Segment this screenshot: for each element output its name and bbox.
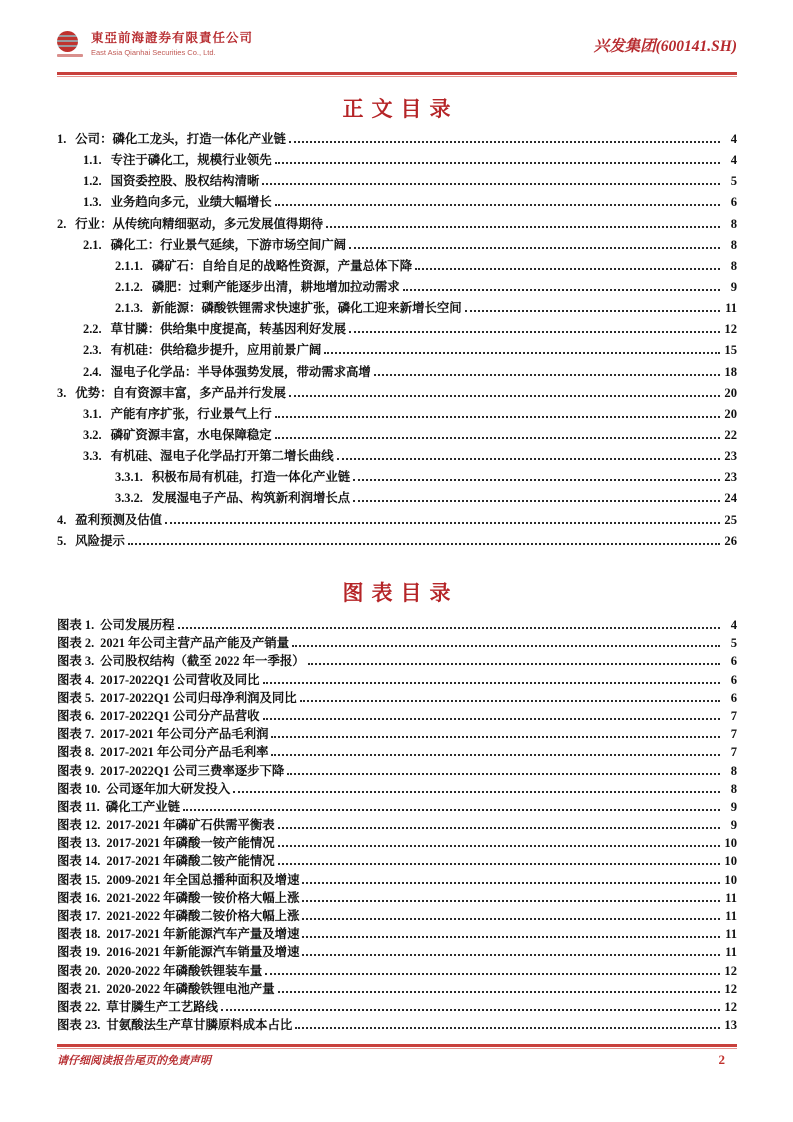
figure-entry-label: 2017-2021 年公司分产品毛利率 (100, 745, 269, 760)
figure-entry-page: 7 (730, 727, 737, 742)
figure-entry[interactable] (57, 1015, 737, 1033)
figure-entry-page: 12 (724, 981, 737, 996)
figure-entry-page: 6 (730, 690, 737, 705)
toc-entry-page: 8 (730, 258, 737, 273)
figure-entry-page: 10 (724, 854, 737, 869)
toc-entry-label: 积极布局有机硅，打造一体化产业链 (151, 470, 351, 485)
dotted-leader (302, 882, 720, 884)
figure-entry-number: 图表 17. (57, 909, 101, 923)
figure-entry-label: 2016-2021 年新能源汽车销量及增速 (106, 945, 300, 960)
dotted-leader (302, 936, 720, 938)
figure-entry-page: 9 (730, 799, 737, 814)
toc-entry-label: 公司：磷化工龙头，打造一体化产业链 (75, 132, 286, 146)
toc-entry[interactable] (57, 531, 737, 552)
toc-entry-label: 湿电子化学品：半导体强势发展，带动需求高增 (110, 364, 371, 379)
figure-entry-number: 图表 22. (57, 999, 101, 1014)
figure-entry-number: 图表 3. (57, 654, 95, 669)
dotted-leader (262, 183, 720, 185)
toc-entry-page: 12 (724, 322, 737, 337)
toc-entry[interactable] (57, 467, 737, 488)
figure-entry-page: 11 (725, 945, 737, 960)
figure-entry-page: 6 (730, 654, 737, 669)
figure-entry[interactable] (57, 706, 737, 724)
figure-entry-number: 图表 12. (57, 818, 101, 833)
figure-entry-label: 2021-2022 年磷酸一铵价格大幅上涨 (106, 890, 300, 905)
page-footer (57, 1044, 737, 1068)
dotted-leader (353, 479, 720, 481)
dotted-leader (465, 310, 720, 312)
dotted-leader (300, 700, 720, 702)
figure-entry-page: 13 (724, 1018, 737, 1033)
dotted-leader (278, 845, 720, 847)
toc-entry-label: 优势：自有资源丰富，多产品并行发展 (75, 385, 286, 400)
toc-entry-label: 有机硅、湿电子化学品打开第二增长曲线 (110, 449, 334, 464)
figure-entry-number: 图表 10. (57, 781, 101, 796)
company-name-cn: 東亞前海證券有限責任公司 (91, 31, 254, 45)
figure-entry-label: 2017-2021 年公司分产品毛利润 (100, 727, 269, 742)
dotted-leader (324, 352, 720, 354)
toc-entry-number: 2.2. (83, 322, 102, 337)
figure-entry-label: 公司发展历程 (100, 618, 175, 632)
figure-entry-page: 10 (724, 872, 737, 887)
figure-entry-page: 8 (730, 781, 737, 796)
figure-entry-label: 公司股权结构（截至 2022 年一季报） (100, 654, 305, 669)
figure-entry-page: 11 (725, 927, 737, 942)
toc-entry[interactable] (57, 446, 737, 467)
toc-entry-label: 行业：从传统向精细驱动，多元发展值得期待 (75, 216, 324, 231)
figure-entry-page: 9 (730, 818, 737, 833)
toc-entry-number: 4. (57, 512, 67, 527)
dotted-leader (271, 754, 720, 756)
figure-entry-number: 图表 6. (57, 708, 95, 723)
dotted-leader (263, 718, 720, 720)
figure-entry-number: 图表 23. (57, 1018, 101, 1033)
dotted-leader (128, 543, 720, 545)
figure-entry[interactable] (57, 942, 737, 960)
toc-list (57, 129, 737, 552)
toc-entry-page: 23 (724, 470, 737, 485)
figure-entry-label: 2021 年公司主营产品产能及产销量 (100, 636, 290, 651)
figure-entry-page: 11 (725, 890, 737, 905)
figure-entry[interactable] (57, 724, 737, 742)
toc-entry[interactable] (57, 340, 737, 361)
toc-entry[interactable] (57, 488, 737, 509)
toc-entry-number: 1.3. (83, 195, 102, 210)
toc-entry-page: 11 (725, 301, 737, 316)
figure-entry-label: 2017-2021 年磷矿石供需平衡表 (106, 818, 275, 833)
figure-entry-label: 2017-2022Q1 公司分产品营收 (100, 708, 260, 723)
figures-list (57, 615, 737, 1033)
toc-entry[interactable] (57, 510, 737, 531)
toc-entry-number: 3.1. (83, 406, 102, 421)
dotted-leader (337, 458, 720, 460)
toc-entry-label: 盈利预测及估值 (75, 512, 163, 527)
toc-entry[interactable] (57, 298, 737, 319)
dotted-leader (287, 773, 720, 775)
toc-entry-page: 8 (730, 216, 737, 231)
dotted-leader (278, 863, 720, 865)
figure-entry-number: 图表 9. (57, 763, 95, 778)
dotted-leader (165, 522, 720, 524)
toc-entry-number: 2.1. (83, 237, 102, 252)
dotted-leader (326, 226, 720, 228)
company-logo-icon (57, 31, 83, 57)
dotted-leader (271, 736, 720, 738)
dotted-leader (302, 918, 720, 920)
brand-names (91, 31, 253, 57)
dotted-leader (308, 663, 720, 665)
toc-entry-label: 国资委控股、股权结构清晰 (110, 174, 260, 189)
figure-entry-page: 5 (730, 636, 737, 651)
toc-entry-label: 风险提示 (75, 533, 125, 548)
figure-entry-number: 图表 11. (57, 799, 100, 814)
dotted-leader (403, 289, 720, 291)
figure-entry-label: 公司逐年加大研发投入 (106, 781, 231, 796)
figure-entry-label: 2017-2022Q1 公司归母净利润及同比 (100, 690, 297, 705)
dotted-leader (275, 437, 720, 439)
figure-entry[interactable] (57, 651, 737, 669)
figure-entry[interactable] (57, 779, 737, 797)
footer-row (57, 1052, 737, 1068)
toc-entry-page: 24 (724, 491, 737, 506)
logo-caption (57, 54, 83, 57)
dotted-leader (233, 791, 720, 793)
figure-entry[interactable] (57, 833, 737, 851)
toc-entry[interactable] (57, 425, 737, 446)
figure-entry[interactable] (57, 742, 737, 760)
toc-entry-number: 1.1. (83, 153, 102, 168)
dotted-leader (278, 827, 720, 829)
toc-title: 正文目录 (342, 97, 459, 121)
dotted-leader (374, 374, 720, 376)
figure-entry-label: 2021-2022 年磷酸二铵价格大幅上涨 (106, 909, 300, 923)
toc-entry-number: 1.2. (83, 174, 102, 189)
toc-entry-number: 2.1.2. (115, 279, 143, 294)
toc-entry[interactable] (57, 319, 737, 340)
toc-entry[interactable] (57, 362, 737, 383)
toc-entry-number: 3.2. (83, 427, 102, 442)
figure-entry-number: 图表 16. (57, 890, 101, 905)
figure-entry-number: 图表 5. (57, 690, 95, 705)
dotted-leader (415, 268, 720, 270)
dotted-leader (275, 416, 720, 418)
toc-entry-page: 18 (724, 364, 737, 379)
toc-entry-page: 26 (724, 533, 737, 548)
figure-entry-page: 11 (725, 909, 737, 923)
toc-entry[interactable] (57, 404, 737, 425)
figure-entry-page: 6 (730, 672, 737, 687)
toc-entry-page: 4 (730, 153, 737, 168)
toc-entry-label: 磷矿石：自给自足的战略性资源，产量总体下降 (151, 258, 413, 273)
page-number: 2 (718, 1051, 725, 1067)
toc-entry-number: 3.3. (83, 449, 102, 464)
dotted-leader (221, 1009, 720, 1011)
figures-title: 图表目录 (342, 581, 459, 605)
dotted-leader (295, 1027, 720, 1029)
toc-entry-label: 产能有序扩张，行业景气上行 (110, 406, 272, 421)
toc-entry[interactable] (57, 383, 737, 404)
toc-entry-page: 20 (724, 385, 737, 400)
brand (57, 31, 253, 57)
figure-entry[interactable] (57, 997, 737, 1015)
figure-entry[interactable] (57, 906, 737, 924)
figure-entry-label: 2017-2021 年磷酸二铵产能情况 (106, 854, 275, 869)
figure-entry[interactable] (57, 851, 737, 869)
dotted-leader (263, 682, 720, 684)
dotted-leader (183, 809, 720, 811)
toc-entry-number: 3.3.2. (115, 491, 143, 506)
toc-entry[interactable] (57, 214, 737, 235)
dotted-leader (278, 991, 720, 993)
disclaimer-text: 请仔细阅读报告尾页的免责声明 (57, 1054, 211, 1067)
toc-entry-page: 15 (724, 343, 737, 358)
toc-entry-number: 5. (57, 533, 67, 548)
toc-entry-page: 5 (730, 174, 737, 189)
figure-entry-page: 10 (724, 836, 737, 851)
figure-entry[interactable] (57, 888, 737, 906)
figure-entry-label: 2009-2021 年全国总播种面积及增速 (106, 872, 300, 887)
figure-entry-number: 图表 15. (57, 872, 101, 887)
toc-entry-label: 磷化工：行业景气延续，下游市场空间广阔 (110, 237, 347, 252)
figure-entry[interactable] (57, 615, 737, 633)
footer-rule (57, 1044, 737, 1047)
figure-entry-number: 图表 19. (57, 945, 101, 960)
figure-entry-label: 甘氨酸法生产草甘膦原料成本占比 (106, 1018, 293, 1033)
figure-entry-number: 图表 14. (57, 854, 101, 869)
dotted-leader (302, 900, 720, 902)
toc-entry-page: 23 (724, 449, 737, 464)
toc-entry[interactable] (57, 150, 737, 171)
dotted-leader (289, 141, 720, 143)
toc-entry-page: 4 (730, 132, 737, 146)
figure-entry-page: 12 (724, 999, 737, 1014)
figure-entry[interactable] (57, 797, 737, 815)
figure-entry-label: 2017-2021 年新能源汽车产量及增速 (106, 927, 300, 942)
toc-entry-label: 发展湿电子产品、构筑新利润增长点 (151, 491, 351, 506)
figure-entry[interactable] (57, 870, 737, 888)
figure-entry-label: 磷化工产业链 (105, 799, 181, 814)
figure-entry[interactable] (57, 761, 737, 779)
dotted-leader (302, 954, 720, 956)
figure-entry-page: 4 (730, 618, 737, 632)
dotted-leader (349, 247, 720, 249)
figure-entry-label: 2017-2022Q1 公司营收及同比 (100, 672, 260, 687)
toc-entry-page: 22 (724, 427, 737, 442)
toc-entry-label: 草甘膦：供给集中度提高，转基因利好发展 (110, 322, 347, 337)
toc-entry-label: 磷矿资源丰富，水电保障稳定 (110, 427, 272, 442)
toc-entry-label: 磷肥：过剩产能逐步出清，耕地增加拉动需求 (151, 279, 400, 294)
figure-entry[interactable] (57, 633, 737, 651)
toc-entry-page: 9 (730, 279, 737, 294)
toc-entry-page: 20 (724, 406, 737, 421)
figure-entry-number: 图表 8. (57, 745, 95, 760)
toc-entry-page: 25 (724, 512, 737, 527)
figure-entry-label: 2020-2022 年磷酸铁锂电池产量 (106, 981, 275, 996)
figure-entry-label: 草甘膦生产工艺路线 (106, 999, 218, 1014)
figure-entry-page: 12 (724, 963, 737, 978)
figure-entry-label: 2017-2022Q1 公司三费率逐步下降 (100, 763, 285, 778)
dotted-leader (275, 204, 720, 206)
figure-entry-label: 2020-2022 年磷酸铁锂装车量 (106, 963, 263, 978)
toc-entry-number: 3.3.1. (115, 470, 143, 485)
toc-entry-page: 8 (730, 237, 737, 252)
toc-entry[interactable] (57, 192, 737, 213)
toc-entry[interactable] (57, 256, 737, 277)
toc-entry-label: 业务趋向多元，业绩大幅增长 (110, 195, 272, 210)
figure-entry-number: 图表 21. (57, 981, 101, 996)
figure-entry-number: 图表 7. (57, 727, 95, 742)
toc-entry-label: 有机硅：供给稳步提升，应用前景广阔 (110, 343, 322, 358)
dotted-leader (275, 162, 720, 164)
toc-entry-number: 2.1.1. (115, 258, 143, 273)
figure-entry-number: 图表 4. (57, 672, 95, 687)
toc-entry-number: 2.1.3. (115, 301, 143, 316)
figure-entry[interactable] (57, 961, 737, 979)
toc-entry-number: 2.4. (83, 364, 102, 379)
figure-entry-page: 7 (730, 708, 737, 723)
toc-entry[interactable] (57, 129, 737, 150)
toc-entry-number: 2.3. (83, 343, 102, 358)
toc-entry-label: 专注于磷化工，规模行业领先 (110, 153, 272, 168)
dotted-leader (349, 331, 720, 333)
dotted-leader (353, 500, 720, 502)
header-rule (57, 72, 737, 75)
dotted-leader (292, 645, 720, 647)
figure-entry-number: 图表 20. (57, 963, 101, 978)
page-header (57, 31, 737, 57)
figure-entry-number: 图表 13. (57, 836, 101, 851)
dotted-leader (178, 627, 720, 629)
figure-entry-label: 2017-2021 年磷酸一铵产能情况 (106, 836, 275, 851)
company-name-en: East Asia Qianhai Securities Co., Ltd. (91, 47, 216, 57)
toc-entry-number: 2. (57, 216, 67, 231)
figure-entry-number: 图表 2. (57, 636, 95, 651)
figure-entry-page: 8 (730, 763, 737, 778)
toc-entry-number: 3. (57, 385, 67, 400)
figure-entry-number: 图表 18. (57, 927, 101, 942)
toc-entry-page: 6 (730, 195, 737, 210)
figure-entry-page: 7 (730, 745, 737, 760)
globe-icon (57, 31, 78, 52)
figure-entry[interactable] (57, 670, 737, 688)
figure-entry-number: 图表 1. (57, 618, 95, 632)
stock-label: 兴发集团(600141.SH) (593, 38, 737, 55)
toc-entry-label: 新能源：磷酸铁锂需求快速扩张，磷化工迎来新增长空间 (151, 301, 462, 316)
toc-entry[interactable] (57, 277, 737, 298)
figure-entry[interactable] (57, 815, 737, 833)
figure-entry[interactable] (57, 924, 737, 942)
figure-entry[interactable] (57, 688, 737, 706)
dotted-leader (265, 973, 720, 975)
toc-entry[interactable] (57, 235, 737, 256)
toc-entry[interactable] (57, 171, 737, 192)
dotted-leader (289, 395, 720, 397)
figure-entry[interactable] (57, 979, 737, 997)
toc-entry-number: 1. (57, 132, 67, 146)
